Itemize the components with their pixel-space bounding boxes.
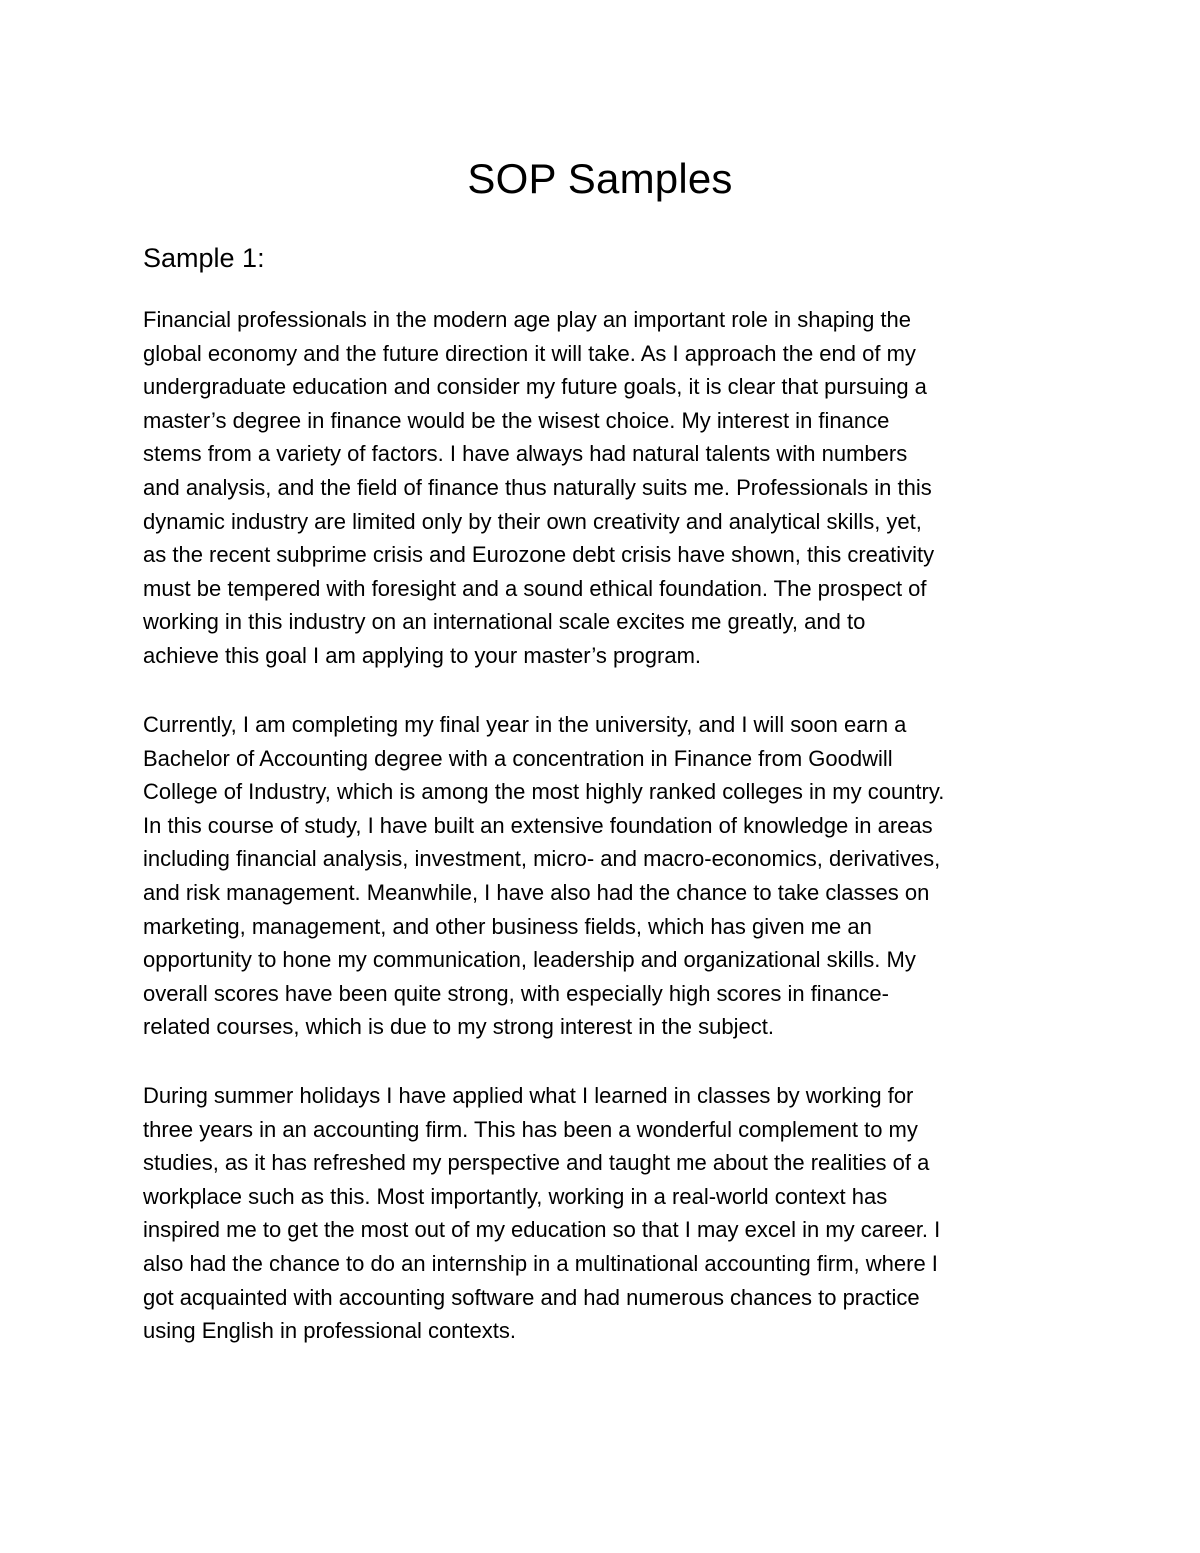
text-line: Currently, I am completing my final year in the university, and I will soon earn a [143,712,907,737]
section-heading: Sample 1: [143,243,265,273]
document-title: SOP Samples [467,155,733,202]
text-line: overall scores have been quite strong, with especially high scores in finance- [143,980,889,1006]
text-line: as the recent subprime crisis and Eurozone debt crisis have shown, this creativity [143,542,935,568]
text-line: marketing, management, and other business fields, which has given me an [143,913,872,939]
text-line: working in this industry on an international scale excites me greatly, and to [143,609,866,635]
text-line: global economy and the future direction it will take. As I approach the end of my [143,340,916,366]
paragraph-3 [143,1079,1078,1348]
text-line: including financial analysis, investment, micro- and macro-economics, derivatives, [143,846,941,872]
text-line: and risk management. Meanwhile, I have also had the chance to take classes on [143,879,930,905]
text-line: master’s degree in finance would be the wisest choice. My interest in finance [143,407,890,433]
text-line: Bachelor of Accounting degree with a concentration in Finance from Goodwill [143,745,893,771]
paragraph-1 [143,303,1078,673]
text-line: achieve this goal I am applying to your master’s program. [143,642,702,668]
text-line: using English in professional contexts. [143,1318,516,1344]
text-line: During summer holidays I have applied what I learned in classes by working for [143,1083,914,1108]
text-line: got acquainted with accounting software and had numerous chances to practice [143,1284,920,1310]
text-line: also had the chance to do an internship in a multinational accounting firm, where I [143,1250,938,1276]
text-line: related courses, which is due to my strong interest in the subject. [143,1014,774,1040]
text-line: workplace such as this. Most importantly, working in a real-world context has [143,1183,888,1209]
text-line: undergraduate education and consider my future goals, it is clear that pursuing a [143,374,927,400]
text-line: studies, as it has refreshed my perspective and taught me about the realities of a [143,1150,930,1176]
text-line: and analysis, and the field of finance thus naturally suits me. Professionals in this [143,474,932,500]
paragraph-2 [143,708,1078,1044]
text-line: stems from a variety of factors. I have always had natural talents with numbers [143,441,908,467]
text-line: Financial professionals in the modern age play an important role in shaping the [143,307,912,332]
text-line: opportunity to hone my communication, leadership and organizational skills. My [143,947,916,973]
text-line: College of Industry, which is among the most highly ranked colleges in my country. [143,779,945,805]
text-line: dynamic industry are limited only by their own creativity and analytical skills, yet, [143,508,922,534]
text-line: inspired me to get the most out of my education so that I may excel in my career. I [143,1217,941,1243]
text-line: must be tempered with foresight and a sound ethical foundation. The prospect of [143,575,927,601]
text-line: three years in an accounting firm. This has been a wonderful complement to my [143,1116,918,1142]
text-line: In this course of study, I have built an extensive foundation of knowledge in areas [143,812,933,838]
